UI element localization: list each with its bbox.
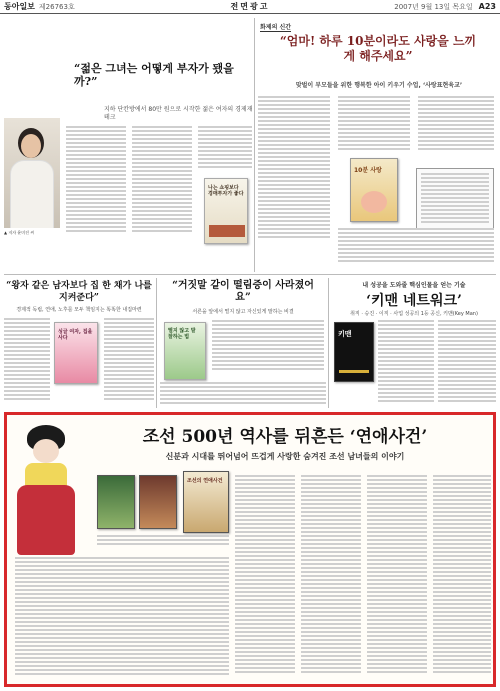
ad1-body-col1 <box>66 126 126 234</box>
ad6-body-col1 <box>235 475 295 675</box>
ad-rich-young-woman <box>4 18 252 272</box>
ad6-book-cover-2 <box>139 475 177 529</box>
ad4-book-title: 떨지 않고 말 잘하는 법 <box>168 328 196 340</box>
ad1-book-cover <box>204 178 248 244</box>
ad6-body-col2 <box>301 475 361 675</box>
ad2-body-col3 <box>418 96 494 152</box>
ad2-book-cover <box>350 158 398 222</box>
ad6-book-captions <box>97 535 229 547</box>
ad2-body-col2 <box>338 96 410 152</box>
ad1-subtitle: 지하 단칸방에서 80만 원으로 시작한 젊은 여자의 경제재테크 <box>104 106 253 121</box>
ad3-body-col1 <box>4 318 50 402</box>
section-title: 전면광고 <box>230 2 270 11</box>
ad6-body-col3 <box>367 475 427 675</box>
ad1-body-col2 <box>132 126 192 234</box>
ad4-body-col1 <box>212 320 324 372</box>
ad-no-stage-fright <box>160 278 326 408</box>
ad6-body-col4 <box>433 475 491 675</box>
page-number: A23 <box>478 2 496 11</box>
ad6-title: 조선 500년 역사를 뒤흔든 ‘연애사건’ <box>142 427 428 447</box>
ad6-book-cover-1 <box>97 475 135 529</box>
ad1-title: “젊은 그녀는 어떻게 부자가 됐을까?” <box>74 62 234 88</box>
issue-number: 제26763호 <box>38 2 75 11</box>
newspaper-header <box>0 0 500 14</box>
ad3-book-title: 싱글 여자, 집을 사다 <box>58 329 93 341</box>
ad5-body-col2 <box>438 320 496 404</box>
ad3-body-col2 <box>104 318 154 402</box>
ad4-title: “거짓말 같이 떨림증이 사라졌어요” <box>172 280 314 303</box>
ad1-book-title: 나는 쇼핑보다 경매투자가 좋다 <box>208 185 244 197</box>
ad2-body-col1 <box>258 96 330 240</box>
ad5-top: 내 성공을 도와줄 핵심인물을 얻는 기술 <box>362 282 466 289</box>
ad4-body-bottom <box>160 382 326 406</box>
ad6-book-cover-main <box>183 471 229 533</box>
ad2-subtitle: 맞벌이 부모들을 위한 행복한 아이 키우기 수업, ‘사랑표현육교’ <box>295 82 463 89</box>
ad6-book-title: 조선의 연애사건 <box>187 478 223 484</box>
ad6-subtitle: 신분과 시대를 뛰어넘어 뜨겁게 사랑한 숨겨진 조선 남녀들의 이야기 <box>165 451 405 461</box>
author-photo <box>4 118 60 228</box>
ad1-body-col3 <box>198 126 252 170</box>
ad4-book-cover <box>164 322 206 380</box>
ad5-body-col1 <box>378 320 434 404</box>
ad-love-ten-minutes <box>258 18 496 272</box>
ad4-subtitle: 서른을 앞에서 떨지 않고 자신있게 말하는 비결 <box>192 309 294 315</box>
issue-date: 2007년 9월 13일 목요일 <box>394 2 473 11</box>
ad5-book-cover <box>334 322 374 382</box>
ad2-body-col2b <box>338 228 494 264</box>
ad-keyman-network <box>332 278 496 408</box>
ad-joseon-love-affairs <box>4 412 496 687</box>
ad2-info-box <box>416 168 494 230</box>
joseon-woman-illustration <box>11 425 81 555</box>
author-photo-caption: ▲ 저자 윤미진 씨 <box>4 230 35 235</box>
ad6-body-bottom-left <box>15 557 229 677</box>
ad3-title: “왕자 같은 남자보다 집 한 채가 나를 지켜준다” <box>6 281 152 303</box>
ad2-title: “엄마! 하루 10분이라도 사랑을 느끼게 해주세요” <box>279 34 477 63</box>
ad3-book-cover <box>54 322 98 384</box>
ad2-book-title: 10분 사랑 <box>354 167 382 174</box>
ad5-title: ‘키맨 네트워크’ <box>366 293 462 309</box>
ad5-book-title: 키맨 <box>338 330 352 338</box>
ad2-tag: 화제의 신간 <box>260 24 292 31</box>
newspaper-logo: 동아일보 <box>4 1 35 11</box>
ad3-subtitle: 경제적 독립, 연애, 노후를 모두 책임지는 똑똑한 내집마련 <box>16 307 142 313</box>
ad-single-woman-house <box>4 278 154 408</box>
ad5-subtitle: 취직 · 승진 · 이직 · 사업 성공의 1등 공신, 키맨(Key Man) <box>350 311 478 317</box>
